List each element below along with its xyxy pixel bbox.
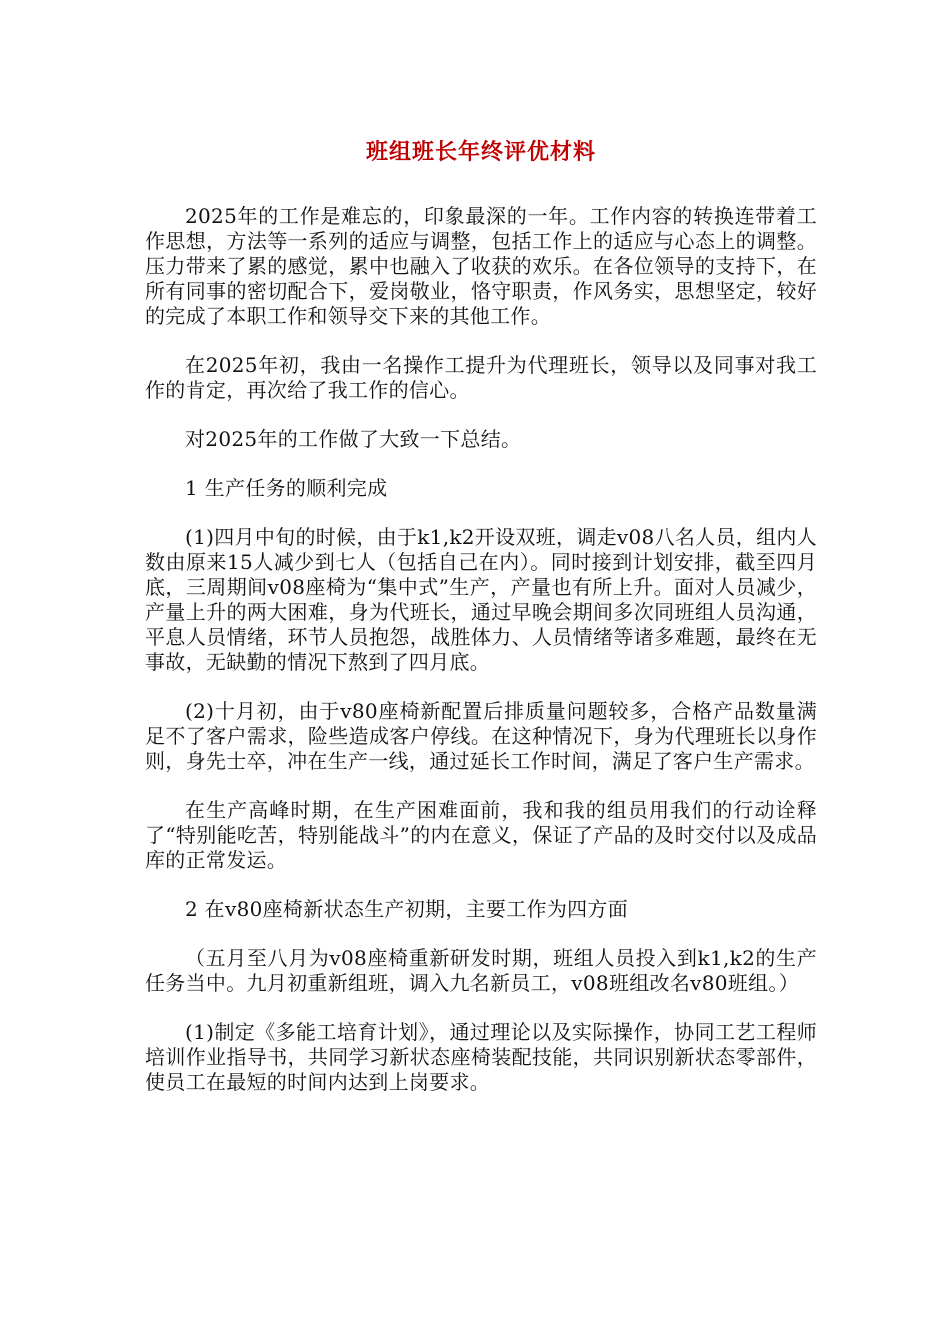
paragraph-peak-period: 在生产高峰时期，在生产困难面前，我和我的组员用我们的行动诠释了“特别能吃苦，特别能战斗”的内在意义，保证了产品的及时交付以及成品库的正常发运。 [145,798,817,872]
document-page [145,128,817,1119]
paragraph-promotion: 在2025年初，我由一名操作工提升为代理班长，领导以及同事对我工作的肯定，再次给了我工作的信心。 [145,353,817,402]
section-heading-2: 2 在v80座椅新状态生产初期，主要工作为四方面 [185,897,629,921]
document-title: 班组班长年终评优材料 [365,140,596,165]
paragraph-summary-intro: 对2025年的工作做了大致一下总结。 [185,427,522,451]
paragraph-item-1-2: (2)十月初，由于v80座椅新配置后排质量问题较多，合格产品数量满足不了客户需求，险些造成客户停线。在这种情况下，身为代理班长以身作则，身先士卒，冲在生产一线，通过延长工作时间，满足了客户生产需求。 [145,699,817,773]
section-heading-1: 1 生产任务的顺利完成 [185,476,388,500]
paragraph-note: （五月至八月为v08座椅重新研发时期，班组人员投入到k1,k2的生产任务当中。九月初重新组班，调入九名新员工，v08班组改名v80班组。） [145,946,817,995]
paragraph-item-2-1: (1)制定《多能工培育计划》，通过理论以及实际操作，协同工艺工程师培训作业指导书，共同学习新状态座椅装配技能，共同识别新状态零部件，使员工在最短的时间内达到上岗要求。 [145,1020,817,1094]
paragraph-intro: 2025年的工作是难忘的，印象最深的一年。工作内容的转换连带着工作思想，方法等一系列的适应与调整，包括工作上的适应与心态上的调整。压力带来了累的感觉，累中也融入了收获的欢乐。在各位领导的支持下，在所有同事的密切配合下，爱岗敬业，恪守职责，作风务实，思想坚定，较好的完成了本职工作和领导交下来的其他工作。 [145,204,817,328]
paragraph-item-1-1: (1)四月中旬的时候，由于k1,k2开设双班，调走v08八名人员，组内人数由原来15人减少到七人（包括自己在内）。同时接到计划安排，截至四月底，三周期间v08座椅为“集中式”生产，产量也有所上升。面对人员减少，产量上升的两大困难，身为代班长，通过早晚会期间多次同班组人员沟通，平息人员情绪，环节人员抱怨，战胜体力、人员情绪等诸多难题，最终在无事故，无缺勤的情况下熬到了四月底。 [145,525,817,674]
